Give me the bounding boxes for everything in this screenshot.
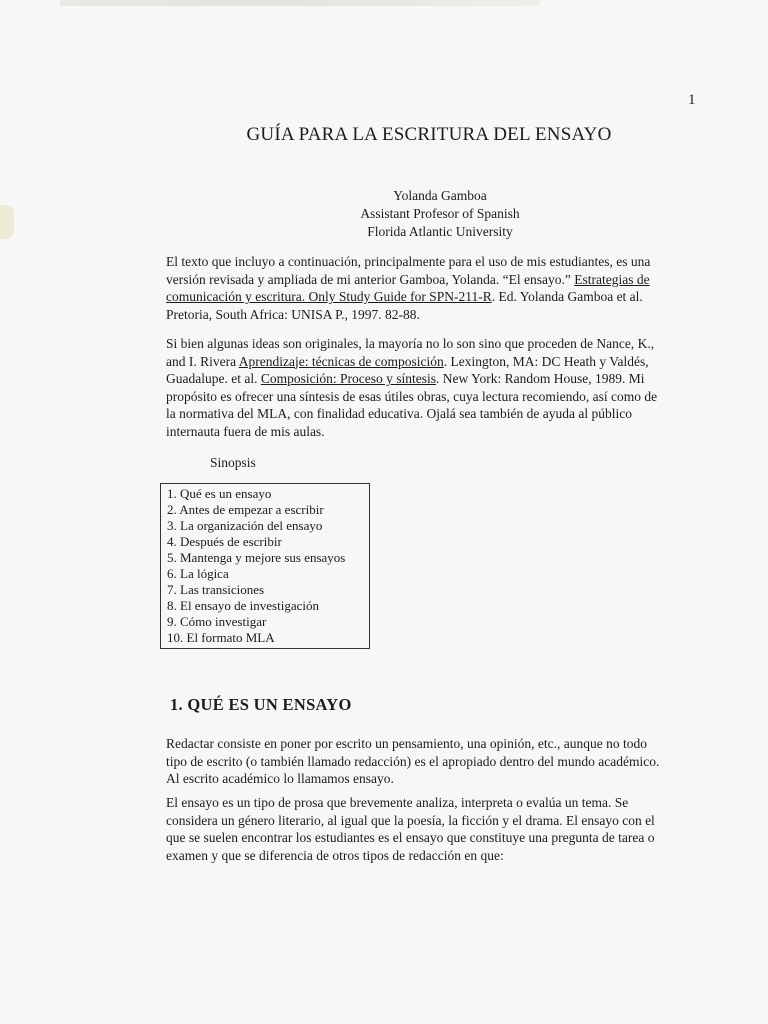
- author-institution: Florida Atlantic University: [367, 224, 513, 239]
- sinopsis-item: 2. Antes de empezar a escribir: [167, 502, 324, 517]
- intro-text: El texto que incluyo a continuación, principalmente para el uso de mis estudiantes, es una versión revisada y ampliada de mi anterior Gamboa, Yolanda. “El ensayo.”: [166, 254, 651, 287]
- scan-speck: [0, 205, 14, 239]
- sinopsis-item: 8. El ensayo de investigación: [167, 598, 319, 613]
- page-number: 1: [688, 92, 696, 108]
- author-name: Yolanda Gamboa: [393, 188, 487, 203]
- intro-text: . New York: Random House, 1989. Mi propósito es ofrecer una síntesis de esas útiles obras, cuya lectura recomiendo, así como de la normativa del MLA, con finalidad educativa. Ojalá sea también de ayuda al público internauta fuera de mis aulas.: [166, 371, 658, 439]
- sinopsis-label: Sinopsis: [210, 455, 256, 470]
- intro-text: . Ed. Yolanda Gamboa et al. Pretoria, South Africa: UNISA P., 1997. 82-88.: [166, 289, 643, 322]
- citation-title: Estrategias de comunicación y escritura. Only Study Guide for SPN-211-R: [166, 271, 650, 304]
- sinopsis-item: 5. Mantenga y mejore sus ensayos: [167, 550, 346, 565]
- document-title: GUÍA PARA LA ESCRITURA DEL ENSAYO: [246, 124, 612, 145]
- intro-paragraph-2: [166, 335, 666, 440]
- sinopsis-item: 10. El formato MLA: [167, 630, 275, 645]
- sinopsis-item: 7. Las transiciones: [167, 582, 265, 597]
- section-paragraph-1: Redactar consiste en poner por escrito un pensamiento, una opinión, etc., aunque no todo tipo de escrito (o también llamado redacción) es el apropiado dentro del mundo académico. Al escrito académico lo llamamos ensayo.: [166, 736, 660, 786]
- intro-text: Si bien algunas ideas son originales, la mayoría no lo son sino que proceden de Nance, K., and I. Rivera: [166, 336, 655, 369]
- sinopsis-item: 3. La organización del ensayo: [167, 518, 323, 533]
- intro-text: . Lexington, MA: DC Heath y Valdés, Guadalupe. et al.: [166, 353, 649, 386]
- sinopsis-item: 1. Qué es un ensayo: [167, 486, 272, 501]
- intro-paragraph-1: [166, 253, 666, 323]
- author-position: Assistant Profesor of Spanish: [360, 206, 520, 221]
- sinopsis-item: 4. Después de escribir: [167, 534, 282, 549]
- author-block: [300, 187, 580, 241]
- citation-title: Composición: Proceso y síntesis: [260, 371, 436, 386]
- section-paragraph-2: El ensayo es un tipo de prosa que brevemente analiza, interpreta o evalúa un tema. Se considera un género literario, al igual que la poesía, la ficción y el drama. El ensayo con el que se suelen encontrar los estudiantes es el ensayo que constituye una pregunta de tarea o examen y que se diferencia de otros tipos de redacción en que:: [166, 795, 655, 863]
- section-heading: 1. QUÉ ES UN ENSAYO: [170, 695, 352, 714]
- sinopsis-list: [167, 486, 369, 646]
- scan-edge-mark: [60, 0, 540, 6]
- sinopsis-item: 9. Cómo investigar: [167, 614, 267, 629]
- citation-title: Aprendizaje: técnicas de composición: [238, 353, 444, 369]
- sinopsis-item: 6. La lógica: [167, 566, 229, 581]
- sinopsis-box: [160, 483, 370, 649]
